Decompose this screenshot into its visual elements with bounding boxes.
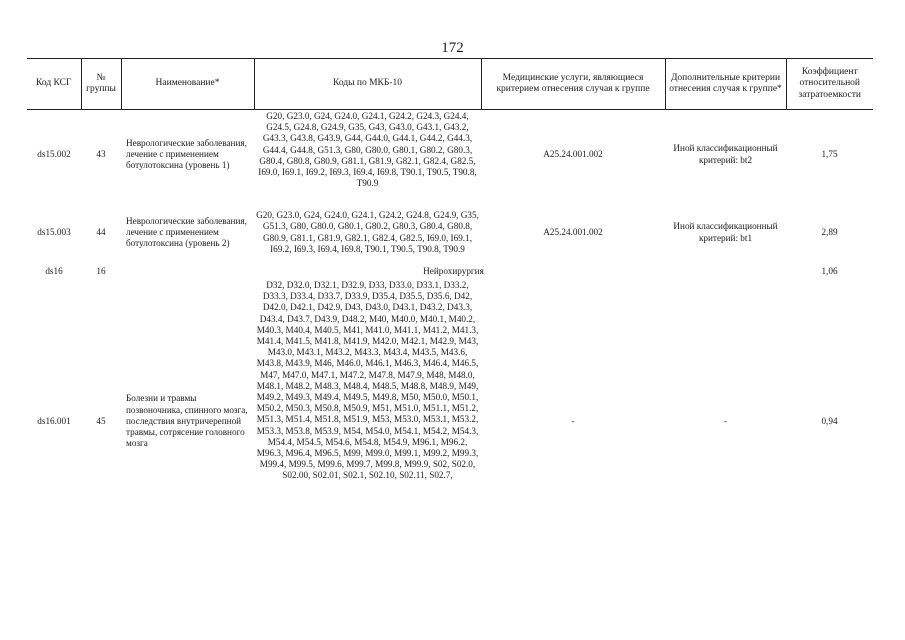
row-icd-codes: G20, G23.0, G24, G24.0, G24.1, G24.2, G24.3, G24.4, G24.5, G24.8, G24.9, G35, G43, G43.0, G43.1, G43.2, G43.3, G43.8, G43.9, G44, G44.0, G44.1, G44.2, G44.3, G44.4, G44.8, G51.3, G80, G80.0, G80.1, G80.2, G80.3, G80.4, G80.8, G80.9, G81.1, G81.9, G82.1, G82.4, G82.5, I69.0, I69.1, I69.2, I69.3, I69.4, I69.8, T90.1, T90.5, T90.8, T90.9 <box>258 111 477 189</box>
row-service: A25.24.001.002 <box>543 148 603 159</box>
table-header <box>27 59 873 110</box>
row-group: 43 <box>96 148 106 159</box>
row-code: ds16.001 <box>37 415 71 426</box>
row-group: 45 <box>96 415 106 426</box>
header-medical-services: Медицинские услуги, являющиеся критерием отнесения случая к группе <box>481 59 665 110</box>
row-coefficient: 1,75 <box>821 148 838 159</box>
header-coefficient: Коэффициент относительной затратоемкости <box>786 59 873 110</box>
row-group: 44 <box>96 226 106 237</box>
row-criteria: - <box>723 415 728 426</box>
row-icd-codes: G20, G23.0, G24, G24.0, G24.1, G24.2, G24.8, G24.9, G35, G51.3, G80, G80.0, G80.1, G80.2, G80.3, G80.4, G80.8, G80.9, G81.1, G81.9, G82.1, G82.4, G82.5, I69.0, I69.1, I69.2, I69.3, I69.4, I69.8, T90.1, T90.5, T90.8, T90.9 <box>256 210 479 254</box>
row-group: 16 <box>96 266 106 276</box>
row-code: ds16 <box>45 266 63 276</box>
table-row <box>27 110 873 200</box>
row-code: ds15.002 <box>37 148 71 159</box>
header-additional-criteria: Дополнительные критерии отнесения случая к группе* <box>665 59 786 110</box>
row-icd-codes: D32, D32.0, D32.1, D32.9, D33, D33.0, D33.1, D33.2, D33.3, D33.4, D33.7, D33.9, D35.4, D35.5, D35.6, D42, D42.0, D42.1, D42.9, D43, D43.0, D43.1, D43.2, D43.3, D43.4, D43.7, D43.9, D48.2, M40, M40.0, M40.1, M40.2, M40.3, M40.4, M40.5, M41, M41.0, M41.1, M41.2, M41.3, M41.4, M41.5, M41.8, M41.9, M42.0, M42.1, M42.9, M43, M43.0, M43.1, M43.2, M43.3, M43.4, M43.5, M43.6, M43.8, M43.9, M46, M46.0, M46.1, M46.3, M46.4, M46.5, M47, M47.0, M47.1, M47.2, M47.8, M47.9, M48, M48.0, M48.1, M48.2, M48.3, M48.4, M48.5, M48.8, M48.9, M49, M49.2, M49.3, M49.4, M49.5, M49.8, M50, M50.0, M50.1, M50.2, M50.3, M50.8, M50.9, M51, M51.0, M51.1, M51.2, M51.3, M51.4, M51.8, M51.9, M53, M53.0, M53.1, M53.2, M53.3, M53.8, M53.9, M54, M54.0, M54.1, M54.2, M54.3, M54.4, M54.5, M54.6, M54.8, M54.9, M96.1, M96.2, M96.3, M96.4, M96.5, M99, M99.0, M99.1, M99.2, M99.3, M99.4, M99.5, M99.6, M99.7, M99.8, M99.9, S02, S02.0, S02.00, S02.01, S02.1, S02.10, S02.11, S02.7, <box>256 280 479 481</box>
row-coefficient: 1,06 <box>821 266 838 276</box>
table-row <box>27 199 873 266</box>
header-icd-codes: Коды по МКБ-10 <box>254 59 481 110</box>
row-name: Болезни и травмы позвоночника, спинного мозга, последствия внутричерепной травмы, сотрясение головного мозга <box>126 393 248 449</box>
row-service: - <box>571 415 575 426</box>
table-row-section <box>27 266 873 280</box>
row-coefficient: 0,94 <box>821 415 838 426</box>
row-service: A25.24.001.002 <box>543 226 603 237</box>
section-title: Нейрохирургия <box>423 266 484 276</box>
header-name: Наименование* <box>121 59 254 110</box>
row-criteria: Иной классификационный критерий: bt1 <box>673 221 778 243</box>
row-criteria: Иной классификационный критерий: bt2 <box>673 143 778 165</box>
header-ksg-code: Код КСГ <box>27 59 81 110</box>
row-name: Неврологические заболевания, лечение с применением ботулотоксина (уровень 1) <box>126 137 247 171</box>
table-row <box>27 280 873 563</box>
ksg-table <box>27 58 873 563</box>
header-group-number: № группы <box>81 59 121 110</box>
row-name: Неврологические заболевания, лечение с применением ботулотоксина (уровень 2) <box>126 215 247 249</box>
row-coefficient: 2,89 <box>821 226 838 237</box>
page-number: 172 <box>441 40 464 56</box>
row-code: ds15.003 <box>37 226 71 237</box>
